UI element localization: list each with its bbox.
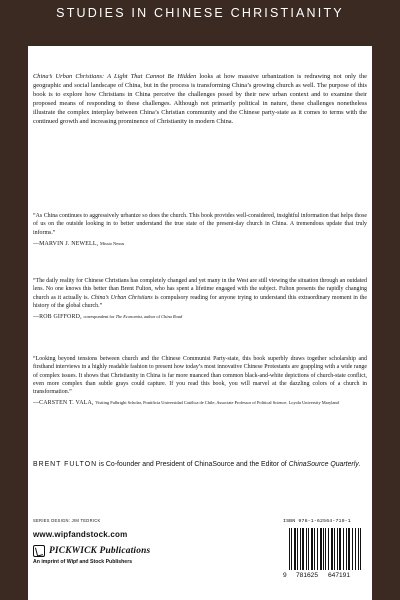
endorser-name: —ROB GIFFORD, xyxy=(33,314,84,321)
endorser-affiliation: Missio Nexus xyxy=(99,240,125,246)
endorsement-book-title: China’s Urban Christians xyxy=(90,294,153,301)
endorsement-attribution xyxy=(33,399,367,407)
publisher-imprint: An imprint of Wipf and Stock Publishers xyxy=(33,559,133,565)
publisher-name: PICKWICK Publications xyxy=(49,546,151,556)
endorser-affiliation: Visiting Fulbright Scholar, Pontificia Universidad Católica de Chile; Associate Professor of Political Science, Loyola University Maryland xyxy=(95,400,339,406)
endorsement-attribution xyxy=(33,240,367,248)
barcode-digit: 9 xyxy=(283,572,287,579)
endorsement-gifford xyxy=(33,277,367,321)
affiliation-text: , author of xyxy=(141,314,162,320)
affiliation-text: correspondent for xyxy=(83,314,116,320)
series-title: STUDIES IN CHINESE CHRISTIANITY xyxy=(56,6,344,20)
author-bio xyxy=(33,460,367,470)
book-description-text: looks at how massive urbanization is redrawing not only the geographic and social landscape of China, but in the process is transforming China’s growing church as well. The purpose of this book is to explore how Christians in China perceive the challenges posed by their new urban context and to examine their proposed means of responding to these challenges. Although not primarily political in nature, these challenges nonetheless illustrate the complex interplay between China’s Christian community and the Chinese party-state as it comes to terms with the continued growth and increasing prominence of Christianity in modern China. xyxy=(33,73,367,126)
barcode-icon xyxy=(289,528,361,570)
publisher-logo-icon xyxy=(33,545,45,557)
endorsement-text: “As China continues to aggressively urbanize so does the church. This book provides well-considered, insightful information that helps those of us on the outside looking in to better understand the true state of the present-day church in China. A tremendous update that truly informs.” xyxy=(33,213,367,236)
author-bio-end: . xyxy=(358,461,361,468)
endorser-name: —CARSTEN T. VALA, xyxy=(33,400,96,407)
endorsement-text-part: is compulsory reading for anyone trying to understand this extraordinary moment in the history of the global church.” xyxy=(33,294,367,309)
isbn-barcode xyxy=(278,517,370,584)
endorsement-attribution xyxy=(33,313,367,321)
endorser-name: —MARVIN J. NEWELL, xyxy=(33,240,100,247)
author-name: BRENT FULTON xyxy=(33,461,98,468)
isbn-number: ISBN 978-1-62564-719-1 xyxy=(283,519,351,524)
barcode-digits-left: 781625 xyxy=(296,572,319,579)
journal-title: ChinaSource Quarterly xyxy=(288,461,359,468)
endorsement-text-part: “The daily reality for Chinese Christians has completely changed and yet many in the West are still viewing the situation through an outdated lens. No one knows this better than Brent Fulton, who has spent a lifetime engaged with the subject. Fulton presents the rapidly changing church as it actually is. xyxy=(33,278,367,301)
endorsement-text: “Looking beyond tensions between church and the Chinese Communist Party-state, this book superbly draws together scholarship and firsthand interviews in a highly readable fashion to present how today’s most innovative Chinese Protestants are grappling with a wide range of complex issues. It shows that Christianity in China is far more nuanced than common black-and-white depictions of church-state conflict, even more complex than subtle grays could capture. If you read this book, you will marvel at the dazzling colors of a church in transformation.” xyxy=(33,356,367,396)
endorsement-vala xyxy=(33,355,367,408)
endorsement-text xyxy=(33,277,367,310)
series-design-credit: SERIES DESIGN: JIM TEDRICK xyxy=(33,518,101,523)
book-title: China Road xyxy=(161,314,183,320)
book-description xyxy=(33,72,367,127)
barcode-digits-right: 647191 xyxy=(328,572,351,579)
book-title: China’s Urban Christians: A Light That Cannot Be Hidden xyxy=(33,73,197,80)
publisher-website: www.wipfandstock.com xyxy=(33,530,128,539)
publisher-logo-row xyxy=(33,545,150,557)
endorsement-newell xyxy=(33,212,367,248)
author-bio-text: is Co-founder and President of ChinaSource and the Editor of xyxy=(97,461,289,468)
endorser-affiliation xyxy=(83,314,182,319)
publication-title: The Economist xyxy=(115,314,142,320)
